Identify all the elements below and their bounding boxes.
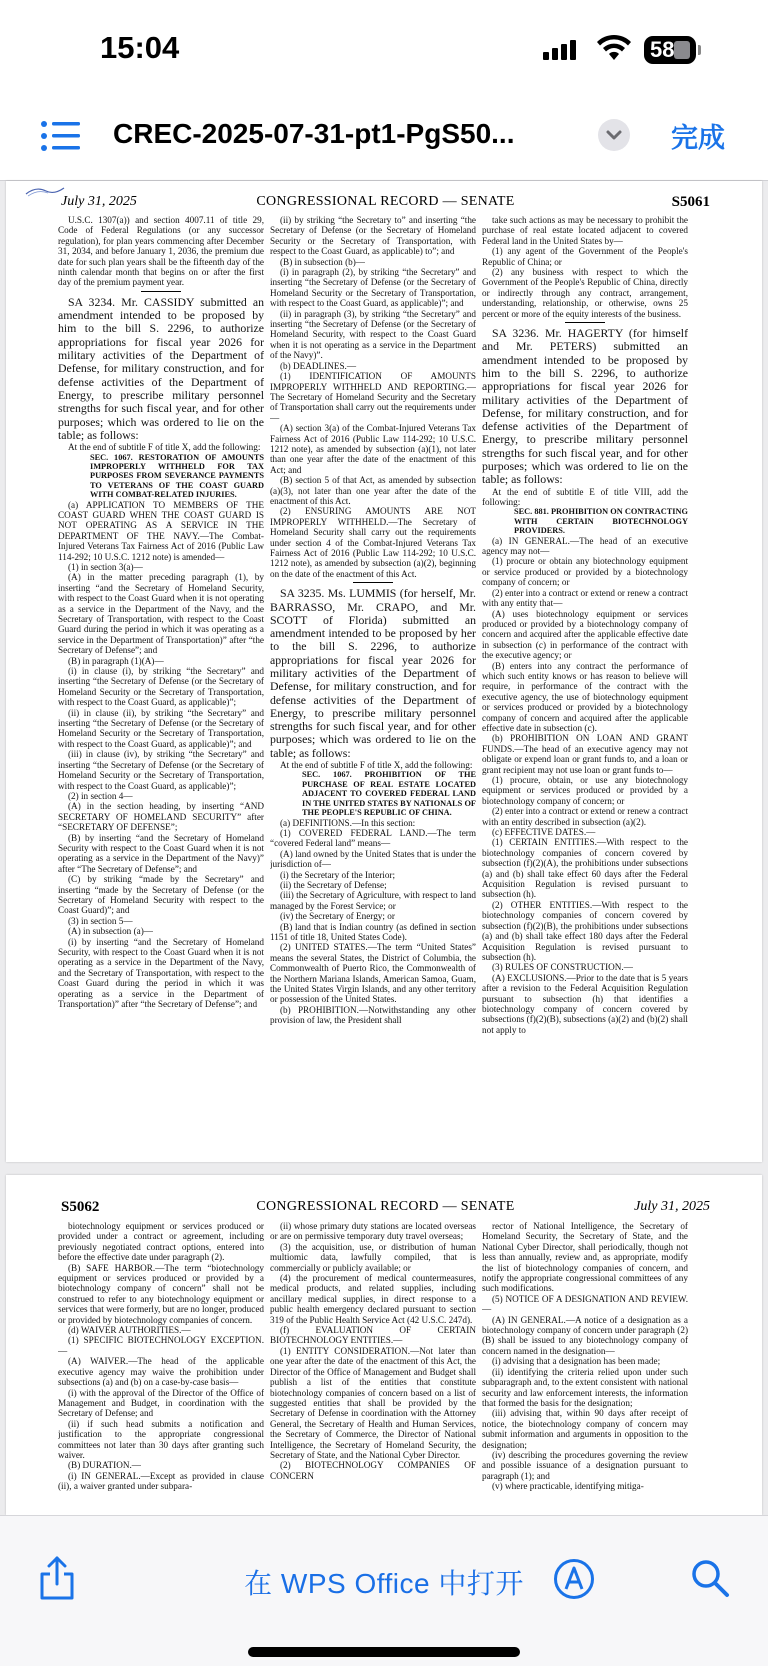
text-paragraph: At the end of subtitle F of title X, add the following: bbox=[280, 760, 473, 771]
text-paragraph: (A) in the matter preceding paragraph (1), by inserting “and the Secretary of Homeland Security, with respect to the Coast Guard when it is not operating as a service in the Department of the Navy, and the Secretary of Transportation, with respect to the Coast Guard during the period in which it was operating as a service in the Department of Transportation)” after “the Secretary of Defense”; and bbox=[58, 572, 264, 656]
text-paragraph: (i) in paragraph (2), by striking “the Secretary” and inserting “the Secretary of Defense (or the Secretary of Homeland Security or the Secretary of Transportation, with respect to the Coast Guard, as applicable)”; and bbox=[270, 267, 476, 309]
section-heading: SEC. 881. PROHIBITION ON CONTRACTING WITH CERTAIN BIOTECHNOLOGY PROVIDERS. bbox=[514, 507, 688, 536]
text-paragraph: (a) APPLICATION TO MEMBERS OF THE COAST GUARD WHEN THE COAST GUARD IS NOT OPERATING AS A SERVICE IN THE DEPARTMENT OF THE NAVY.—The Combat-Injured Veterans Tax Fairness Act of 2016 (Public Law 114-292; 10 U.S.C. 1212 note) is amended— bbox=[58, 499, 264, 562]
text-paragraph: (B) in paragraph (1)(A)— bbox=[68, 655, 164, 666]
text-paragraph: (v) where practicable, identifying mitiga- bbox=[492, 1481, 644, 1492]
gpo-logo-icon bbox=[24, 184, 66, 198]
text-paragraph: (1) ENTITY CONSIDERATION.—Not later than one year after the date of the enactment of this Act, the Director of the Office of Management and Budget shall publish a list of the entities that constitute biotechnology companies of concern based on a list of suggested entities that shall be provided by the Secretary of Defense in coordination with the Attorney General, the Secretary of Health and Human Services, the Secretary of Commerce, the Director of National Intelligence, the Secretary of Homeland Security, the Secretary of State, and the National Cyber Director. bbox=[270, 1345, 476, 1460]
text-column-3 bbox=[482, 1221, 688, 1515]
cellular-signal-icon bbox=[543, 40, 579, 60]
text-paragraph: (B) in subsection (b)— bbox=[280, 256, 365, 267]
text-paragraph: (ii) in clause (ii), by striking “the Secretary” and inserting “the Secretary of Defense (or the Secretary of Homeland Security or the Secretary of Transportation, with respect to the Coast Guard, as applicable)”; and bbox=[58, 707, 264, 749]
list-icon[interactable] bbox=[40, 120, 80, 152]
text-paragraph: (1) IDENTIFICATION OF AMOUNTS IMPROPERLY WITHHELD AND REPORTING.—The Secretary of Homeland Security and the Secretary of Transportation shall carry out the requirements under— bbox=[270, 371, 476, 423]
text-paragraph: (1) CERTAIN ENTITIES.—With respect to the biotechnology companies of concern covered by subsection (f)(2)(A), the prohibitions under subsections (a) and (b) shall take effect 60 days after the Federal Acquisition Regulation is revised pursuant to subsection (h). bbox=[482, 837, 688, 900]
text-paragraph: (d) WAIVER AUTHORITIES.— bbox=[68, 1325, 191, 1336]
text-paragraph: (2) ENSURING AMOUNTS ARE NOT IMPROPERLY WITHHELD.—The Secretary of Homeland Security shall carry out the requirements under section 4 of the Combat-Injured Veterans Tax Fairness Act of 2016 (Public Law 114-292; 10 U.S.C. 1212 note), as amended by subsection (a)(2), beginning on the date of the enactment of this Act. bbox=[270, 506, 476, 579]
chevron-down-icon[interactable] bbox=[598, 119, 630, 151]
text-paragraph: (ii) by striking “the Secretary to” and inserting “the Secretary of Defense (or the Secretary of Homeland Security or the Secretary of Transportation, with respect to the Coast Guard, as applicable) to”; and bbox=[270, 215, 476, 257]
text-paragraph: (2) UNITED STATES.—The term “United States” means the several States, the District of Columbia, the Commonwealth of Puerto Rico, the Commonwealth of the Northern Mariana Islands, American Samoa, Guam, the United States Virgin Islands, and any other territory or possession of the United States. bbox=[270, 942, 476, 1005]
battery-icon bbox=[644, 36, 696, 64]
text-paragraph: (iv) describing the procedures governing the review and possible issuance of a designation pursuant to paragraph (1); and bbox=[482, 1449, 688, 1481]
page-number: S5061 bbox=[671, 194, 710, 210]
text-paragraph: (i) advising that a designation has been made; bbox=[492, 1356, 661, 1367]
text-paragraph: (2) OTHER ENTITIES.—With respect to the biotechnology companies of concern covered by subsection (f)(2)(B), the prohibitions under subsections (a) and (b) shall take effect 180 days after the Federal Acquisition Regulation is revised pursuant to subsection (h). bbox=[482, 899, 688, 962]
text-paragraph: (a) IN GENERAL.—The head of an executive agency may not— bbox=[482, 535, 688, 557]
text-paragraph: (i) by inserting “and the Secretary of Homeland Security, with respect to the Coast Guard when it is not operating as a service in the Department of the Navy, and the Secretary of Transportation, with respect to the Coast Guard during the period in which it was operating as a service in the Department of Transportation)” after “the Secretary of Defense”; and bbox=[58, 936, 264, 1010]
text-paragraph: (3) RULES OF CONSTRUCTION.— bbox=[492, 962, 633, 973]
text-paragraph: (3) the acquisition, use, or distribution of human multiomic data, lawfully compiled, that is commercially or publicly available; or bbox=[270, 1241, 476, 1273]
document-title[interactable]: CREC-2025-07-31-pt1-PgS50... bbox=[113, 118, 515, 149]
markup-pen-icon[interactable] bbox=[553, 1558, 595, 1600]
text-paragraph: (A) IN GENERAL.—A notice of a designation as a biotechnology company of concern under paragraph (2)(B) shall be issued to any biotechnology company of concern named in the designation— bbox=[482, 1314, 688, 1356]
text-paragraph: (ii) whose primary duty stations are located overseas or are on permissive temporary duty travel overseas; bbox=[270, 1221, 476, 1242]
text-column-3 bbox=[482, 215, 688, 1160]
amendment-paragraph: SA 3236. Mr. HAGERTY (for himself and Mr. PETERS) submitted an amendment intended to be proposed by him to the bill S. 2296, to authorize appropriations for fiscal year 2026 for military activities of the Department of Defense, for military construction, and for defense activities of the Department of Energy, to prescribe military personnel strengths for such fiscal year, and for other purposes; which was ordered to lie on the table; as follows: bbox=[482, 326, 688, 487]
search-icon[interactable] bbox=[690, 1558, 730, 1598]
text-column-1 bbox=[58, 215, 264, 1160]
text-paragraph: (1) procure or obtain any biotechnology equipment or service produced or provided by a biotechnology company of concern; or bbox=[482, 556, 688, 588]
text-paragraph: (2) enter into a contract or extend or renew a contract with an entity described in subsection (a)(2). bbox=[482, 806, 688, 827]
text-paragraph: (B) land that is Indian country (as defined in section 1151 of title 18, United States Code). bbox=[270, 921, 476, 942]
text-paragraph: (iii) advising that, within 90 days after receipt of notice, the biotechnology company of concern may submit information and arguments in opposition to the designation; bbox=[482, 1408, 688, 1450]
text-paragraph: (iii) in clause (iv), by striking “the Secretary” and inserting “the Secretary of Defense (or the Secretary of Homeland Security or the Secretary of Transportation, with respect to the Coast Guard, as applicable)”; bbox=[58, 749, 264, 791]
text-paragraph: (i) IN GENERAL.—Except as provided in clause (ii), a waiver granted under subpara- bbox=[58, 1470, 264, 1492]
text-paragraph: (A) EXCLUSIONS.—Prior to the date that is 5 years after a revision to the Federal Acquisition Regulation pursuant to subsection (h) that identifies a biotechnology company of concern covered by subsections (f)(2)(B), subsections (a)(2) and (b)(2) shall not apply to bbox=[482, 972, 688, 1035]
text-paragraph: (1) COVERED FEDERAL LAND.—The term “covered Federal land” means— bbox=[270, 827, 476, 849]
text-paragraph: (i) the Secretary of the Interior; bbox=[280, 869, 396, 880]
text-paragraph: (2) BIOTECHNOLOGY COMPANIES OF CONCERN bbox=[270, 1460, 476, 1481]
text-paragraph: (A) section 3(a) of the Combat-Injured Veterans Tax Fairness Act of 2016 (Public Law 114-292; 10 U.S.C. 1212 note), as amended by subsection (a)(1), not later than one year after the date of the enactment of this Act; and bbox=[270, 423, 476, 475]
text-paragraph: U.S.C. 1307(a)) and section 4007.11 of title 29, Code of Federal Regulations (or any successor regulation), for plan years commencing after December 31, 2034, and before January 1, 2036, the premium due date for such plan years shall be the fifteenth day of the ninth calendar month that begins on or after the first day of the premium payment year. bbox=[58, 215, 264, 288]
text-paragraph: (iii) the Secretary of Agriculture, with respect to land managed by the Forest Service; or bbox=[270, 890, 476, 911]
text-column-2 bbox=[270, 215, 476, 1160]
text-paragraph: (5) NOTICE OF A DESIGNATION AND REVIEW.— bbox=[482, 1293, 688, 1315]
text-paragraph: (b) PROHIBITION ON LOAN AND GRANT FUNDS.—The head of an executive agency may not obligate or expend loan or grant funds to, and a loan or grant recipient may not use loan or grant funds to— bbox=[482, 733, 688, 775]
section-heading: SEC. 1067. PROHIBITION OF THE PURCHASE OF REAL ESTATE LOCATED ADJACENT TO COVERED FEDERAL LAND IN THE UNITED STATES BY NATIONALS OF THE PEOPLE'S REPUBLIC OF CHINA. bbox=[302, 770, 476, 818]
status-time: 15:04 bbox=[100, 30, 180, 65]
done-button[interactable]: 完成 bbox=[671, 123, 725, 153]
text-paragraph: (ii) identifying the criteria relied upon under such subparagraph and, to the extent consistent with national security and law enforcement interests, the information that formed the basis for the designation; bbox=[482, 1366, 688, 1408]
text-paragraph: (B) enters into any contract the performance of which such entity knows or has reason to believe will require, in performance of the contract with the executive agency, the use of biotechnology equipment or services produced or provided by a biotechnology company of concern and acquired after the applicable effective date in subsection (c). bbox=[482, 660, 688, 733]
text-paragraph: (f) EVALUATION OF CERTAIN BIOTECHNOLOGY ENTITIES.— bbox=[270, 1325, 476, 1346]
section-heading: SEC. 1067. RESTORATION OF AMOUNTS IMPROPERLY WITHHELD FOR TAX PURPOSES FROM SEVERANCE PAYMENTS TO VETERANS OF THE COAST GUARD WITH COMBAT-RELATED INJURIES. bbox=[90, 452, 264, 500]
text-paragraph: (A) uses biotechnology equipment or services produced or provided by a biotechnology company of concern and acquired after the applicable effective date in subsection (c) in performance of the contract with the executive agency; or bbox=[482, 608, 688, 661]
home-indicator[interactable] bbox=[248, 1647, 520, 1657]
text-paragraph: (B) by inserting “and the Secretary of Homeland Security with respect to the Coast Guard when it is not operating as a service in the Department of the Navy)” after “The Secretary of Defense”; and bbox=[58, 832, 264, 874]
page-date: July 31, 2025 bbox=[634, 1199, 710, 1214]
text-paragraph: (B) SAFE HARBOR.—The term “biotechnology equipment or services produced or provided by a biotechnology company of concern” shall not be construed to refer to any biotechnology equipment or services that were formerly, but are no longer, produced or provided by biotechnology companies of concern. bbox=[58, 1262, 264, 1325]
text-column-1 bbox=[58, 1221, 264, 1515]
text-paragraph: (2) any business with respect to which the Government of the People's Republic of China, directly or indirectly through any contract, arrangement, understanding, relationship, or otherwise, owns 25 percent or more of the equity interests of the business. bbox=[482, 267, 688, 319]
document-toolbar bbox=[0, 100, 768, 181]
pdf-page bbox=[6, 181, 762, 1162]
text-paragraph: (3) in section 5— bbox=[68, 915, 133, 926]
masthead: CONGRESSIONAL RECORD — SENATE bbox=[256, 1199, 515, 1214]
status-bar bbox=[0, 0, 768, 100]
bottom-toolbar bbox=[0, 1515, 768, 1666]
text-paragraph: (B) DURATION.— bbox=[68, 1460, 141, 1471]
battery-level: 58 bbox=[650, 37, 675, 62]
text-paragraph: At the end of subtitle F of title X, add the following: bbox=[68, 442, 261, 453]
text-paragraph: (A) WAIVER.—The head of the applicable executive agency may waive the prohibition under subsections (a) and (b) on a case-by-case basis— bbox=[58, 1356, 264, 1388]
pdf-page bbox=[6, 1175, 762, 1515]
wifi-icon bbox=[596, 34, 632, 62]
text-paragraph: (c) EFFECTIVE DATES.— bbox=[492, 827, 596, 838]
text-paragraph: (1) procure, obtain, or use any biotechnology equipment or services produced or provided by a biotechnology company of concern; or bbox=[482, 775, 688, 806]
amendment-paragraph: SA 3235. Ms. LUMMIS (for herself, Mr. BARRASSO, Mr. CRAPO, and Mr. SCOTT of Florida) submitted an amendment intended to be proposed by her to the bill S. 2296, to authorize appropriations for fiscal year 2026 for military activities of the Department of Defense, for military construction, and for defense activities of the Department of Energy, to prescribe military personnel strengths for such fiscal year, and for other purposes; which was ordered to lie on the table; as follows: bbox=[270, 586, 476, 760]
text-paragraph: At the end of subtitle E of title VIII, add the following: bbox=[482, 486, 688, 508]
open-in-wps-button[interactable]: 在 WPS Office 中打开 bbox=[244, 1568, 524, 1599]
text-paragraph: (iv) the Secretary of Energy; or bbox=[280, 911, 395, 922]
text-paragraph: (A) in subsection (a)— bbox=[68, 926, 153, 937]
page-date: July 31, 2025 bbox=[61, 194, 137, 209]
text-paragraph: (a) DEFINITIONS.—In this section: bbox=[280, 817, 416, 828]
masthead: CONGRESSIONAL RECORD — SENATE bbox=[256, 194, 515, 209]
text-paragraph: (1) in section 3(a)— bbox=[68, 561, 143, 572]
text-paragraph: (4) the procurement of medical countermeasures, medical products, and related supplies, including ancillary medical supplies, in direct response to a public health emergency declared pursuant to section 319 of the Public Health Service Act (42 U.S.C. 247d). bbox=[270, 1273, 476, 1325]
text-column-2 bbox=[270, 1221, 476, 1515]
text-paragraph: (b) DEADLINES.— bbox=[280, 360, 357, 371]
text-paragraph: (ii) in paragraph (3), by striking “the Secretary” and inserting “the Secretary of Defense (or the Secretary of Homeland Security, with respect to the Coast Guard when it is not operating as a service in the Department of the Navy)”. bbox=[270, 308, 476, 361]
text-paragraph: (C) by striking “made by the Secretary” and inserting “made by the Secretary of Defense (or the Secretary of Homeland Security with respect to the Coast Guard)”; and bbox=[58, 874, 264, 916]
text-paragraph: biotechnology equipment or services produced or provided under a contract or agreement, including previously negotiated contract options, entered into before the effective date under paragraph (2). bbox=[58, 1221, 264, 1263]
page-number: S5062 bbox=[61, 1199, 100, 1215]
text-paragraph: (b) PROHIBITION.—Notwithstanding any other provision of law, the President shall bbox=[270, 1004, 476, 1026]
text-paragraph: (i) in clause (i), by striking “the Secretary” and inserting “the Secretary of Defense (or the Secretary of Homeland Security or the Secretary of Transportation, with respect to the Coast Guard, as applicable)”; bbox=[58, 666, 264, 708]
text-paragraph: (2) enter into a contract or extend or renew a contract with any entity that— bbox=[482, 587, 688, 609]
text-paragraph: (i) with the approval of the Director of the Office of Management and Budget, in coordination with the Secretary of Defense; and bbox=[58, 1387, 264, 1419]
text-paragraph: rector of National Intelligence, the Secretary of Homeland Security, the Secretary of State, and the National Cyber Director, shall periodically, though not less than annually, review and, as appropriate, modify the list of biotechnology companies of concern, and notify the appropriate congressional committees of any such modifications. bbox=[482, 1221, 688, 1294]
text-paragraph: (1) SPECIFIC BIOTECHNOLOGY EXCEPTION.— bbox=[58, 1335, 264, 1356]
text-paragraph: (ii) the Secretary of Defense; bbox=[280, 879, 387, 890]
text-paragraph: (B) section 5 of that Act, as amended by subsection (a)(3), not later than one year after the date of the enactment of this Act. bbox=[270, 475, 476, 506]
text-paragraph: (A) land owned by the United States that is under the jurisdiction of— bbox=[270, 848, 476, 870]
text-paragraph: take such actions as may be necessary to prohibit the purchase of real estate located adjacent to covered Federal land in the United States by— bbox=[482, 215, 688, 246]
text-paragraph: (ii) if such head submits a notification and justification to the appropriate congressional committees not later than 30 days after granting such waiver. bbox=[58, 1418, 264, 1460]
amendment-paragraph: SA 3234. Mr. CASSIDY submitted an amendment intended to be proposed by him to the bill S. 2296, to authorize appropriations for fiscal year 2026 for military activities of the Department of Defense, for military construction, and for defense activities of the Department of Energy, to prescribe military personnel strengths for such fiscal year, and for other purposes; which was ordered to lie on the table; as follows: bbox=[58, 294, 264, 442]
text-paragraph: (1) any agent of the Government of the People's Republic of China; or bbox=[482, 246, 688, 267]
text-paragraph: (A) in the section heading, by inserting “AND SECRETARY OF HOMELAND SECURITY” after “SECRETARY OF DEFENSE”; bbox=[58, 801, 264, 833]
text-paragraph: (2) in section 4— bbox=[68, 790, 133, 801]
